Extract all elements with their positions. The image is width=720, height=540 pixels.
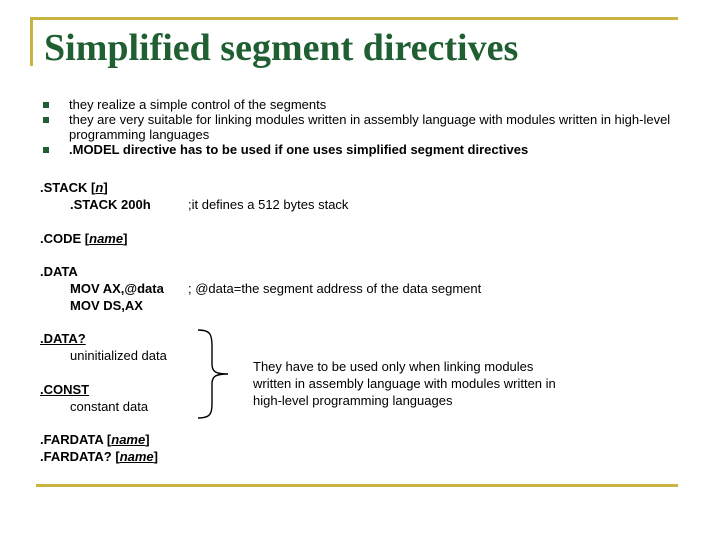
fardata-uninit-directive: .FARDATA? [name] (40, 449, 158, 464)
data-uninit-directive: .DATA? (40, 331, 86, 346)
stack-comment: ;it defines a 512 bytes stack (188, 197, 349, 212)
linking-note: They have to be used only when linking modules written in assembly language with modules written in high-level programming languages (253, 359, 556, 408)
stack-directive: .STACK [n] (40, 180, 108, 195)
right-brace-icon (196, 328, 230, 420)
data-comment: ; @data=the segment address of the data segment (188, 281, 482, 296)
data-line-2: MOV DS,AX (70, 298, 143, 313)
bullet-list (42, 97, 672, 157)
fardata-uninit-param: name (119, 449, 154, 464)
frame-top-rule (30, 17, 678, 20)
const-block (40, 381, 148, 415)
slide-title: Simplified segment directives (44, 27, 519, 69)
bullet-item (42, 97, 672, 112)
bullet-text: they are very suitable for linking modules written in assembly language with modules written in high-level programming languages (69, 112, 671, 142)
fardata-block (40, 431, 158, 465)
stack-directive-block (40, 179, 151, 213)
const-directive: .CONST (40, 382, 90, 397)
code-directive: .CODE [name] (40, 231, 128, 246)
bullet-text: they realize a simple control of the segments (69, 97, 327, 112)
data-uninit-desc: uninitialized data (70, 348, 167, 363)
square-bullet-icon (43, 102, 49, 108)
bullet-item (42, 112, 672, 142)
frame-bottom-rule (36, 484, 678, 487)
fardata-directive: .FARDATA [name] (40, 432, 150, 447)
data-directive-block (40, 263, 164, 314)
frame-left-rule (30, 17, 33, 66)
stack-example: .STACK 200h (70, 197, 151, 212)
data-line-1: MOV AX,@data (70, 281, 164, 296)
square-bullet-icon (43, 117, 49, 123)
stack-param: n (95, 180, 104, 195)
data-uninit-block (40, 330, 167, 364)
const-desc: constant data (70, 399, 149, 414)
code-param: name (89, 231, 124, 246)
bullet-text: .MODEL directive has to be used if one uses simplified segment directives (69, 142, 529, 157)
fardata-param: name (111, 432, 146, 447)
square-bullet-icon (43, 147, 49, 153)
data-directive: .DATA (40, 264, 78, 279)
bullet-item (42, 142, 672, 157)
